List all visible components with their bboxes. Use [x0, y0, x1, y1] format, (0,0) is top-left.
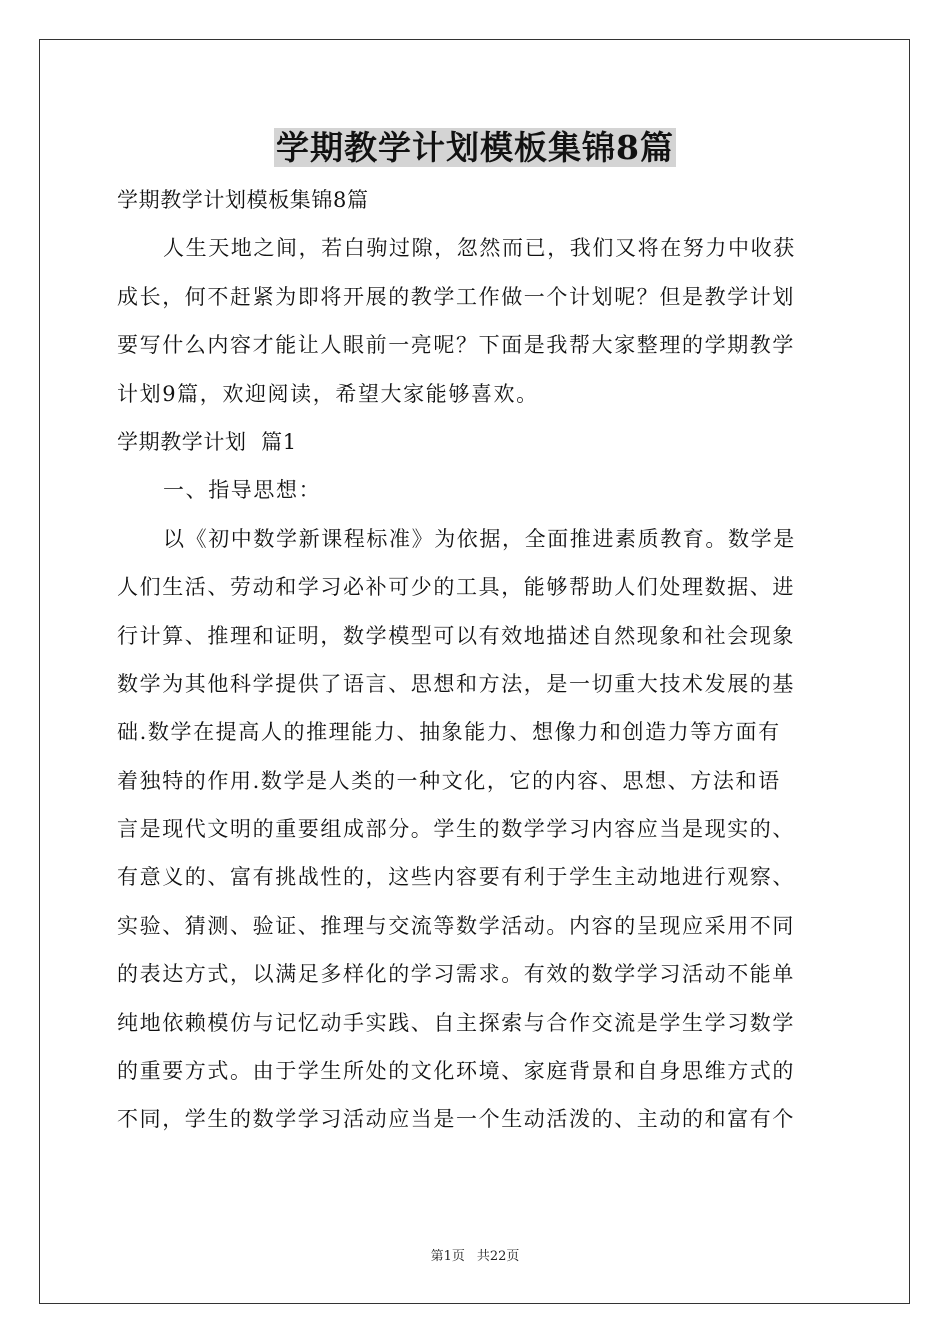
intro-line: 人生天地之间，若白驹过隙，忽然而已，我们又将在努力中收获	[163, 236, 796, 261]
body-line: 础.数学在提高人的推理能力、抽象能力、想像力和创造力等方面有	[117, 720, 781, 745]
page-number: 第1页	[430, 1249, 465, 1264]
body-line: 数学为其他科学提供了语言、思想和方法，是一切重大技术发展的基	[117, 671, 795, 696]
document-body	[117, 176, 835, 1144]
body-line: 言是现代文明的重要组成部分。学生的数学学习内容应当是现实的、	[117, 817, 795, 842]
section-heading: 学期教学计划 篇1	[117, 429, 297, 454]
body-line: 行计算、推理和证明，数学模型可以有效地描述自然现象和社会现象	[117, 623, 795, 648]
body-line: 着独特的作用.数学是人类的一种文化，它的内容、思想、方法和语	[117, 768, 781, 793]
body-line: 有意义的、富有挑战性的，这些内容要有利于学生主动地进行观察、	[117, 865, 795, 890]
body-line: 人们生活、劳动和学习必补可少的工具，能够帮助人们处理数据、进	[117, 575, 795, 600]
document-subtitle: 学期教学计划模板集锦8篇	[117, 188, 369, 212]
body-line: 的重要方式。由于学生所处的文化环境、家庭背景和自身思维方式的	[117, 1059, 795, 1084]
body-line: 不同，学生的数学学习活动应当是一个生动活泼的、主动的和富有个	[117, 1107, 795, 1132]
body-line: 实验、猜测、验证、推理与交流等数学活动。内容的呈现应采用不同	[117, 913, 795, 938]
body-line: 纯地依赖模仿与记忆动手实践、自主探索与合作交流是学生学习数学	[117, 1010, 795, 1035]
body-line: 以《初中数学新课程标准》为依据，全面推进素质教育。数学是	[163, 526, 796, 551]
document-title	[0, 126, 950, 170]
intro-line: 成长，何不赶紧为即将开展的教学工作做一个计划呢？但是教学计划	[117, 284, 795, 309]
intro-line: 计划9篇，欢迎阅读，希望大家能够喜欢。	[117, 381, 539, 406]
page-total: 共22页	[476, 1249, 520, 1264]
document-title-text: 学期教学计划模板集锦8篇	[276, 128, 674, 167]
body-line: 的表达方式，以满足多样化的学习需求。有效的数学学习活动不能单	[117, 962, 795, 987]
subsection-heading: 一、指导思想：	[163, 478, 322, 503]
page-footer	[0, 1245, 950, 1264]
intro-line: 要写什么内容才能让人眼前一亮呢？下面是我帮大家整理的学期教学	[117, 333, 795, 358]
